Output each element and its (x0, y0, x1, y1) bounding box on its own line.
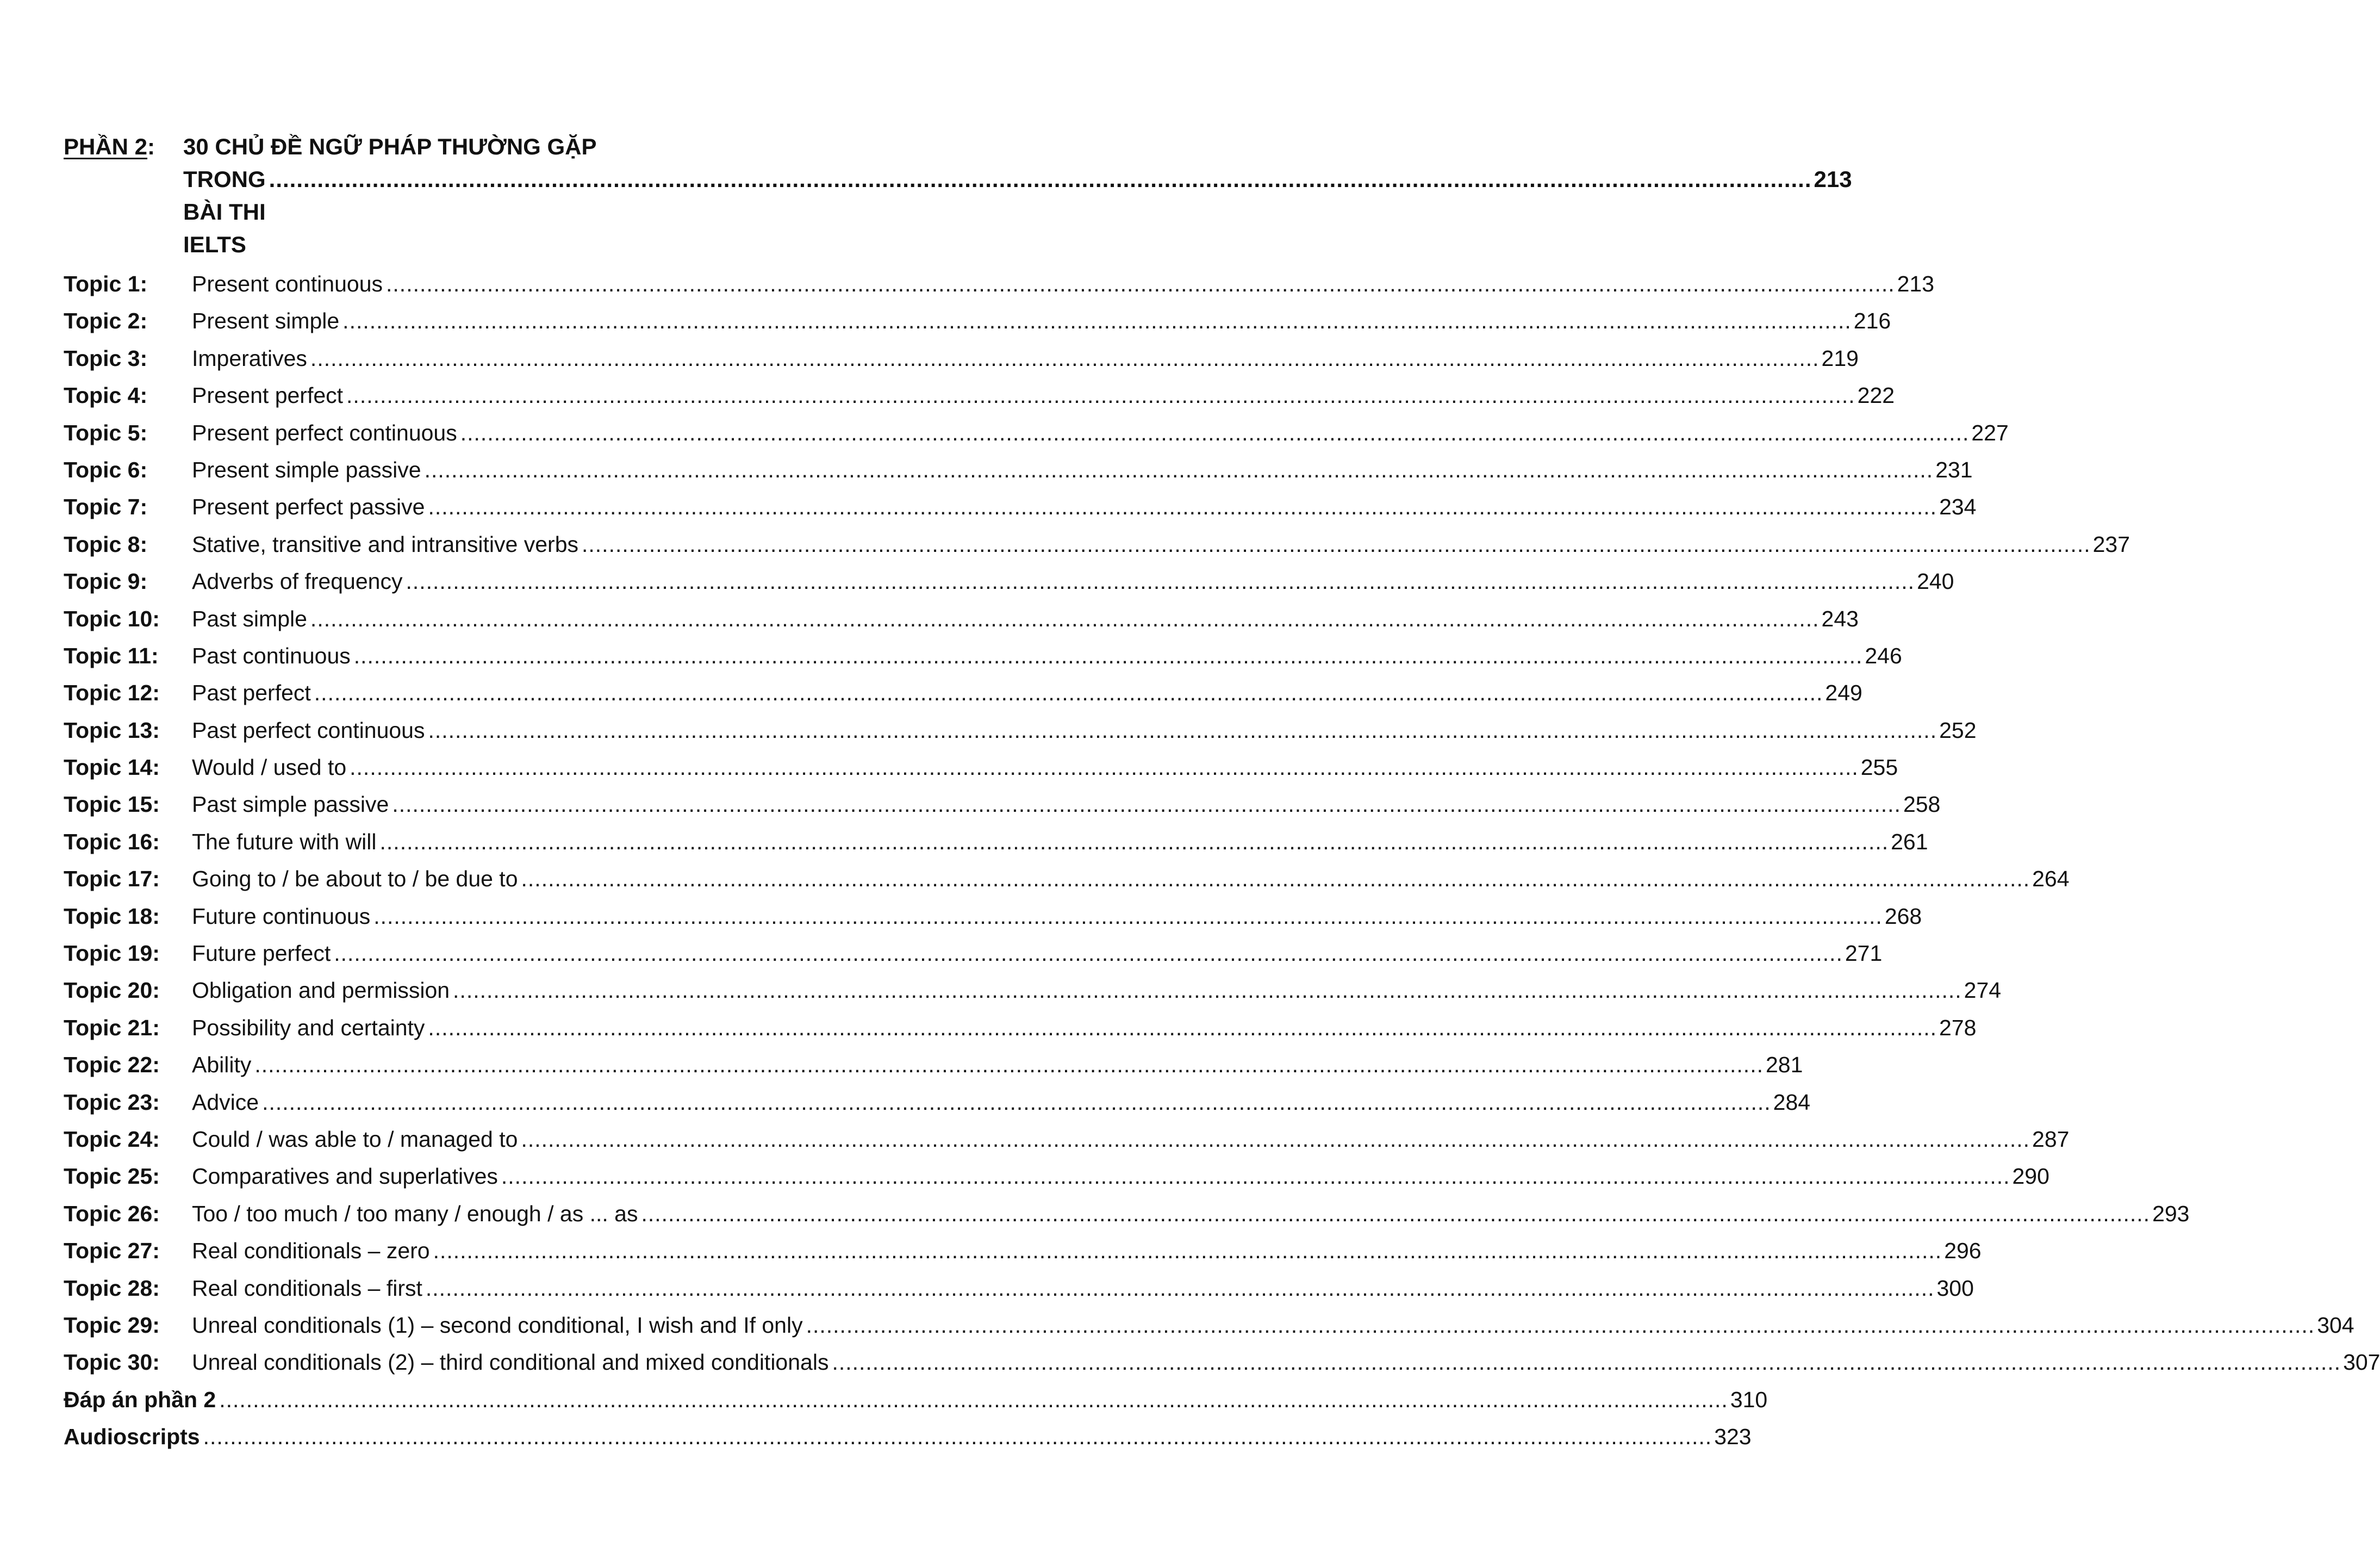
toc-entry[interactable] (64, 1158, 2049, 1195)
entry-page-number: 252 (1939, 717, 1977, 743)
dot-leader (501, 1158, 2010, 1195)
topic-label: Topic 8: (64, 531, 148, 557)
dot-leader (428, 488, 1937, 525)
dot-leader (521, 860, 2030, 897)
topic-label: Topic 7: (64, 494, 148, 520)
table-of-contents (64, 131, 2380, 1456)
toc-entry[interactable] (64, 1046, 1803, 1083)
dot-leader (428, 712, 1937, 749)
entry-title: Present perfect continuous (192, 420, 457, 445)
toc-entry[interactable] (64, 674, 1862, 711)
entry-title: Past continuous (192, 643, 351, 668)
entry-title: Đáp án phần 2 (64, 1387, 216, 1412)
topic-label: Topic 14: (64, 755, 160, 780)
topic-label: Topic 24: (64, 1126, 160, 1152)
entry-title: Imperatives (192, 345, 307, 371)
entry-title: Could / was able to / managed to (192, 1126, 518, 1152)
entry-page-number: 264 (2032, 866, 2070, 892)
entry-page-number: 227 (1971, 420, 2009, 445)
entry-title: Present continuous (192, 271, 383, 296)
topic-label: Topic 6: (64, 457, 148, 482)
entry-title: Too / too much / too many / enough / as ... as (192, 1201, 638, 1226)
entry-page-number: 310 (1730, 1387, 1768, 1412)
topic-label: Topic 13: (64, 717, 160, 743)
entry-page-number: 213 (1897, 271, 1935, 296)
dot-leader (433, 1232, 1942, 1269)
dot-leader (521, 1121, 2030, 1158)
toc-entry[interactable] (64, 414, 2009, 451)
part-title-line2: TRONG BÀI THI IELTS (183, 166, 266, 257)
toc-entry[interactable] (64, 749, 1898, 786)
topic-label: Topic 19: (64, 941, 160, 966)
entry-title: Present simple passive (192, 457, 421, 482)
topic-label: Topic 2: (64, 308, 148, 334)
toc-entry[interactable] (64, 637, 1902, 674)
topic-label: Topic 4: (64, 383, 148, 408)
entry-title: The future with will (192, 829, 377, 854)
part-title-line1: 30 CHỦ ĐỀ NGỮ PHÁP THƯỜNG GẶP (183, 134, 597, 159)
dot-leader (314, 674, 1823, 711)
dot-leader (460, 414, 1970, 451)
entry-page-number: 219 (1821, 345, 1859, 371)
entry-title: Present perfect passive (192, 494, 425, 520)
entry-page-number: 255 (1860, 755, 1898, 780)
part-label-colon: : (147, 134, 155, 159)
topic-label: Topic 22: (64, 1052, 160, 1078)
toc-entry[interactable] (64, 1307, 2354, 1344)
entry-page-number: 258 (1903, 792, 1941, 817)
entry-title: Past perfect (192, 680, 311, 706)
entry-page-number: 268 (1884, 903, 1922, 929)
toc-entry[interactable] (64, 1344, 2380, 1381)
entry-title: Present perfect (192, 383, 344, 408)
entry-title: Unreal conditionals (1) – second conditional, I wish and If only (192, 1312, 803, 1338)
toc-entry[interactable] (64, 265, 1935, 302)
entry-page-number: 216 (1853, 308, 1891, 334)
entry-title: Ability (192, 1052, 252, 1078)
dot-leader (426, 1270, 1935, 1307)
toc-entry[interactable] (64, 600, 1859, 637)
topic-label: Topic 26: (64, 1201, 160, 1226)
entry-title: Past perfect continuous (192, 717, 425, 743)
part-page-number: 213 (1814, 166, 1852, 192)
topic-label: Topic 16: (64, 829, 160, 854)
entry-title: Going to / be about to / be due to (192, 866, 518, 892)
topic-list (64, 265, 2380, 1381)
entry-page-number: 300 (1936, 1275, 1974, 1301)
entry-page-number: 287 (2032, 1126, 2070, 1152)
entry-page-number: 243 (1821, 606, 1859, 631)
entry-title: Real conditionals – zero (192, 1238, 430, 1264)
toc-entry[interactable] (64, 451, 1973, 488)
part-label (64, 131, 183, 261)
dot-leader (203, 1418, 1712, 1455)
toc-entry[interactable] (64, 1195, 2190, 1232)
topic-label: Topic 30: (64, 1350, 160, 1375)
dot-leader (832, 1344, 2341, 1381)
dot-leader (386, 265, 1895, 302)
toc-entry[interactable] (64, 526, 2130, 563)
toc-entry[interactable] (64, 488, 1977, 525)
toc-entry[interactable] (64, 935, 1883, 972)
entry-title: Audioscripts (64, 1424, 200, 1450)
dot-leader (806, 1307, 2315, 1344)
topic-label: Topic 11: (64, 643, 159, 668)
toc-entry-extra[interactable] (64, 1381, 1768, 1418)
dot-leader (453, 972, 1962, 1009)
part-heading (64, 131, 1852, 261)
dot-leader (310, 600, 1820, 637)
toc-entry[interactable] (64, 377, 1895, 414)
entry-page-number: 304 (2317, 1312, 2354, 1338)
entry-page-number: 271 (1845, 941, 1883, 966)
topic-label: Topic 3: (64, 345, 148, 371)
entry-title: Stative, transitive and intransitive verbs (192, 531, 578, 557)
toc-entry[interactable] (64, 898, 1922, 935)
part-label-text: PHẦN 2 (64, 134, 148, 159)
dot-leader (334, 935, 1843, 972)
topic-label: Topic 29: (64, 1312, 160, 1338)
entry-title: Adverbs of frequency (192, 569, 403, 594)
entry-title: Comparatives and superlatives (192, 1164, 498, 1189)
topic-label: Topic 12: (64, 680, 160, 706)
dot-leader (262, 1084, 1771, 1121)
entry-page-number: 284 (1773, 1089, 1811, 1115)
topic-label: Topic 20: (64, 978, 160, 1003)
entry-title: Advice (192, 1089, 259, 1115)
entry-title: Obligation and permission (192, 978, 450, 1003)
entry-page-number: 240 (1917, 569, 1954, 594)
topic-label: Topic 18: (64, 903, 160, 929)
toc-entry-extra[interactable] (64, 1418, 1752, 1455)
entry-page-number: 307 (2343, 1350, 2380, 1375)
entry-page-number: 293 (2152, 1201, 2190, 1226)
part-title-line2-row (183, 163, 1852, 261)
dot-leader (354, 637, 1863, 674)
dot-leader (373, 898, 1883, 935)
topic-label: Topic 15: (64, 792, 160, 817)
toc-entry[interactable] (64, 1232, 1982, 1269)
entry-title: Real conditionals – first (192, 1275, 422, 1301)
dot-leader (406, 563, 1915, 600)
entry-title: Past simple passive (192, 792, 389, 817)
entry-title: Would / used to (192, 755, 347, 780)
topic-label: Topic 21: (64, 1015, 160, 1040)
entry-page-number: 296 (1944, 1238, 1982, 1264)
entry-page-number: 261 (1891, 829, 1928, 854)
extras-list (64, 1381, 1768, 1456)
topic-label: Topic 1: (64, 271, 148, 296)
toc-entry[interactable] (64, 972, 2002, 1009)
entry-page-number: 323 (1714, 1424, 1752, 1450)
entry-page-number: 237 (2092, 531, 2130, 557)
entry-title: Possibility and certainty (192, 1015, 425, 1040)
dot-leader (269, 163, 1812, 196)
dot-leader (346, 377, 1855, 414)
entry-title: Future continuous (192, 903, 371, 929)
toc-entry[interactable] (64, 340, 1859, 377)
entry-page-number: 231 (1935, 457, 1973, 482)
dot-leader (641, 1195, 2150, 1232)
entry-page-number: 246 (1865, 643, 1902, 668)
toc-entry[interactable] (64, 302, 1891, 339)
topic-label: Topic 9: (64, 569, 148, 594)
toc-entry[interactable] (64, 823, 1928, 860)
dot-leader (350, 749, 1859, 786)
entry-title: Unreal conditionals (2) – third conditional and mixed conditionals (192, 1350, 829, 1375)
toc-entry[interactable] (64, 1084, 1811, 1121)
dot-leader (380, 823, 1889, 860)
toc-entry[interactable] (64, 1009, 1977, 1046)
toc-entry[interactable] (64, 563, 1954, 600)
dot-leader (219, 1381, 1728, 1418)
toc-entry[interactable] (64, 1270, 1974, 1307)
topic-label: Topic 25: (64, 1164, 160, 1189)
entry-page-number: 274 (1964, 978, 2002, 1003)
entry-page-number: 234 (1939, 494, 1977, 520)
entry-page-number: 278 (1939, 1015, 1977, 1040)
entry-title: Past simple (192, 606, 307, 631)
topic-label: Topic 23: (64, 1089, 160, 1115)
part-title (183, 131, 1852, 261)
toc-entry[interactable] (64, 712, 1977, 749)
entry-page-number: 290 (2012, 1164, 2049, 1189)
topic-label: Topic 5: (64, 420, 148, 445)
topic-label: Topic 10: (64, 606, 160, 631)
dot-leader (254, 1046, 1764, 1083)
dot-leader (392, 786, 1901, 823)
dot-leader (582, 526, 2091, 563)
dot-leader (342, 302, 1852, 339)
toc-entry[interactable] (64, 860, 2070, 897)
topic-label: Topic 17: (64, 866, 160, 892)
dot-leader (428, 1009, 1937, 1046)
entry-title: Present simple (192, 308, 340, 334)
dot-leader (425, 451, 1934, 488)
topic-label: Topic 28: (64, 1275, 160, 1301)
topic-label: Topic 27: (64, 1238, 160, 1264)
toc-entry[interactable] (64, 786, 1941, 823)
dot-leader (310, 340, 1820, 377)
toc-entry[interactable] (64, 1121, 2070, 1158)
entry-page-number: 222 (1857, 383, 1895, 408)
entry-title: Future perfect (192, 941, 331, 966)
entry-page-number: 249 (1825, 680, 1862, 706)
entry-page-number: 281 (1765, 1052, 1803, 1078)
